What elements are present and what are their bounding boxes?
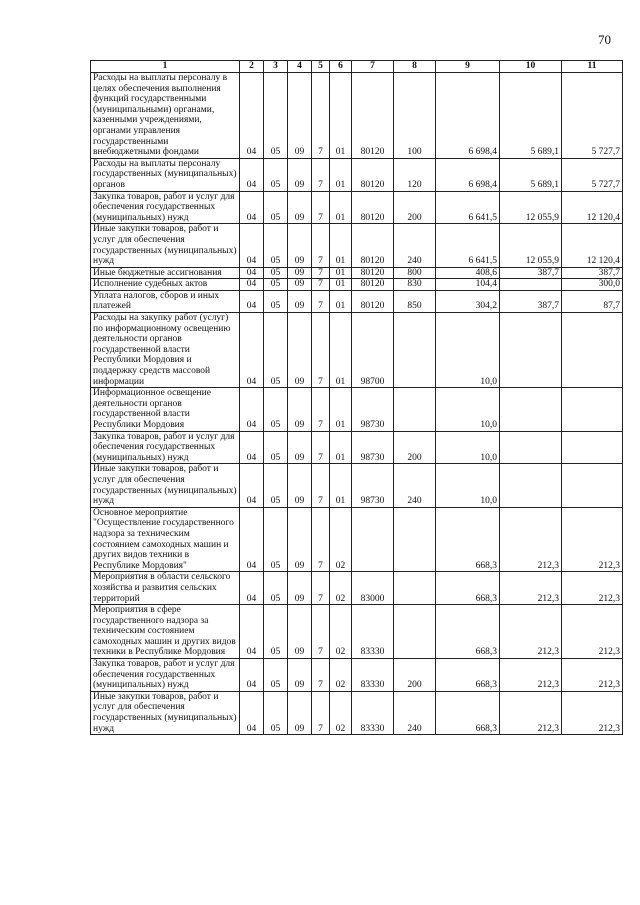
code-direction: 98730: [352, 388, 394, 431]
table-row: [91, 73, 623, 159]
code-subsection: 05: [264, 224, 288, 267]
amount-year-2: 5 689,1: [500, 73, 562, 159]
code-program: 09: [288, 388, 312, 431]
row-description: Исполнение судебных актов: [91, 279, 240, 291]
amount-year-1: 668,3: [436, 691, 500, 734]
table-row: [91, 313, 623, 388]
code-subsection: 05: [264, 507, 288, 572]
amount-year-1: 10,0: [436, 313, 500, 388]
code-direction: 83000: [352, 572, 394, 605]
code-activity: 01: [330, 313, 352, 388]
code-activity: 01: [330, 431, 352, 464]
amount-year-1: 104,4: [436, 279, 500, 291]
amount-year-3: 387,7: [562, 267, 623, 279]
code-subprogram: 7: [312, 605, 330, 659]
table-row: [91, 605, 623, 659]
amount-year-3: [562, 464, 623, 507]
code-subsection: 05: [264, 691, 288, 734]
code-program: 09: [288, 313, 312, 388]
row-description: Уплата налогов, сборов и иных платежей: [91, 290, 240, 312]
code-expense-type: 200: [394, 191, 436, 224]
amount-year-3: [562, 313, 623, 388]
code-direction: 83330: [352, 659, 394, 692]
amount-year-3: 87,7: [562, 290, 623, 312]
table-row: [91, 572, 623, 605]
code-section: 04: [240, 313, 264, 388]
code-activity: 01: [330, 464, 352, 507]
code-expense-type: 120: [394, 158, 436, 191]
column-header: 4: [288, 61, 312, 73]
column-header: 9: [436, 61, 500, 73]
code-activity: 01: [330, 267, 352, 279]
code-section: 04: [240, 507, 264, 572]
amount-year-1: 6 698,4: [436, 73, 500, 159]
amount-year-2: 12 055,9: [500, 191, 562, 224]
code-program: 09: [288, 659, 312, 692]
code-direction: 98730: [352, 464, 394, 507]
table-row: [91, 659, 623, 692]
code-subprogram: 7: [312, 313, 330, 388]
code-subprogram: 7: [312, 279, 330, 291]
amount-year-1: 408,6: [436, 267, 500, 279]
code-subsection: 05: [264, 267, 288, 279]
code-direction: 80120: [352, 279, 394, 291]
code-direction: 80120: [352, 73, 394, 159]
code-expense-type: 800: [394, 267, 436, 279]
code-subsection: 05: [264, 464, 288, 507]
code-subsection: 05: [264, 572, 288, 605]
code-subprogram: 7: [312, 572, 330, 605]
code-program: 09: [288, 691, 312, 734]
code-subprogram: 7: [312, 691, 330, 734]
code-subprogram: 7: [312, 507, 330, 572]
amount-year-2: 387,7: [500, 290, 562, 312]
code-subprogram: 7: [312, 158, 330, 191]
page-number: 70: [598, 32, 611, 47]
row-description: Закупка товаров, работ и услуг для обеспечения государственных (муниципальных) нужд: [91, 191, 240, 224]
amount-year-1: 668,3: [436, 659, 500, 692]
code-program: 09: [288, 73, 312, 159]
code-program: 09: [288, 191, 312, 224]
code-expense-type: [394, 605, 436, 659]
code-subprogram: 7: [312, 431, 330, 464]
code-expense-type: 240: [394, 691, 436, 734]
table-row: [91, 388, 623, 431]
code-activity: 01: [330, 279, 352, 291]
amount-year-1: 304,2: [436, 290, 500, 312]
amount-year-2: 212,3: [500, 659, 562, 692]
table-row: [91, 691, 623, 734]
code-subsection: 05: [264, 431, 288, 464]
amount-year-3: 212,3: [562, 507, 623, 572]
amount-year-2: 212,3: [500, 605, 562, 659]
code-program: 09: [288, 224, 312, 267]
amount-year-2: 5 689,1: [500, 158, 562, 191]
code-expense-type: 850: [394, 290, 436, 312]
code-subprogram: 7: [312, 73, 330, 159]
table-row: [91, 191, 623, 224]
code-program: 09: [288, 572, 312, 605]
amount-year-1: 6 641,5: [436, 224, 500, 267]
code-program: 09: [288, 605, 312, 659]
code-program: 09: [288, 267, 312, 279]
code-subprogram: 7: [312, 224, 330, 267]
code-direction: 80120: [352, 158, 394, 191]
column-header: 2: [240, 61, 264, 73]
code-section: 04: [240, 290, 264, 312]
amount-year-2: [500, 279, 562, 291]
row-description: Иные закупки товаров, работ и услуг для обеспечения государственных (муниципальных) нужд: [91, 464, 240, 507]
code-subsection: 05: [264, 659, 288, 692]
amount-year-3: 212,3: [562, 659, 623, 692]
code-subsection: 05: [264, 279, 288, 291]
row-description: Расходы на выплаты персоналу в целях обеспечения выполнения функций государственными (муниципальными) органами, казенными учреждениями, органами управления государственными внебюджетными фондами: [91, 73, 240, 159]
code-subprogram: 7: [312, 659, 330, 692]
code-subsection: 05: [264, 605, 288, 659]
code-section: 04: [240, 605, 264, 659]
row-description: Иные закупки товаров, работ и услуг для обеспечения государственных (муниципальных) нужд: [91, 691, 240, 734]
code-subsection: 05: [264, 73, 288, 159]
code-activity: 01: [330, 224, 352, 267]
amount-year-1: 10,0: [436, 431, 500, 464]
row-description: Расходы на закупку работ (услуг) по информационному освещению деятельности органов государственной власти Республики Мордовия и поддержку средств массовой информации: [91, 313, 240, 388]
code-section: 04: [240, 279, 264, 291]
row-description: Информационное освещение деятельности органов государственной власти Республики Мордовия: [91, 388, 240, 431]
code-direction: 83330: [352, 691, 394, 734]
row-description: Закупка товаров, работ и услуг для обеспечения государственных (муниципальных) нужд: [91, 659, 240, 692]
amount-year-3: 212,3: [562, 572, 623, 605]
amount-year-1: 6 698,4: [436, 158, 500, 191]
row-description: Закупка товаров, работ и услуг для обеспечения государственных (муниципальных) нужд: [91, 431, 240, 464]
code-expense-type: [394, 507, 436, 572]
column-header: 3: [264, 61, 288, 73]
code-section: 04: [240, 572, 264, 605]
code-section: 04: [240, 691, 264, 734]
code-activity: 01: [330, 73, 352, 159]
code-program: 09: [288, 507, 312, 572]
code-activity: 02: [330, 605, 352, 659]
code-section: 04: [240, 464, 264, 507]
amount-year-2: 212,3: [500, 572, 562, 605]
table-row: [91, 267, 623, 279]
code-activity: 02: [330, 507, 352, 572]
code-program: 09: [288, 464, 312, 507]
amount-year-2: [500, 431, 562, 464]
row-description: Основное мероприятие "Осуществление государственного надзора за техническим состоянием самоходных машин и других видов техники в Республике Мордовия": [91, 507, 240, 572]
amount-year-1: 10,0: [436, 464, 500, 507]
amount-year-3: [562, 388, 623, 431]
code-activity: 01: [330, 158, 352, 191]
table-row: [91, 507, 623, 572]
code-direction: 98730: [352, 431, 394, 464]
header-row: [91, 61, 623, 73]
code-section: 04: [240, 659, 264, 692]
amount-year-2: 387,7: [500, 267, 562, 279]
code-subsection: 05: [264, 191, 288, 224]
code-section: 04: [240, 388, 264, 431]
amount-year-3: 212,3: [562, 691, 623, 734]
table-body: [91, 73, 623, 735]
code-subprogram: 7: [312, 191, 330, 224]
row-description: Иные бюджетные ассигнования: [91, 267, 240, 279]
column-header: 6: [330, 61, 352, 73]
column-header: 1: [91, 61, 240, 73]
code-section: 04: [240, 431, 264, 464]
code-subsection: 05: [264, 388, 288, 431]
code-activity: 01: [330, 191, 352, 224]
table-row: [91, 290, 623, 312]
amount-year-2: [500, 313, 562, 388]
code-direction: 80120: [352, 191, 394, 224]
budget-table: [90, 60, 623, 735]
code-section: 04: [240, 158, 264, 191]
code-section: 04: [240, 267, 264, 279]
column-header: 8: [394, 61, 436, 73]
amount-year-3: 12 120,4: [562, 191, 623, 224]
code-subprogram: 7: [312, 290, 330, 312]
code-expense-type: [394, 572, 436, 605]
column-header: 7: [352, 61, 394, 73]
amount-year-2: [500, 464, 562, 507]
row-description: Мероприятия в сфере государственного надзора за техническим состоянием самоходных машин и других видов техники в Республике Мордовия: [91, 605, 240, 659]
code-direction: 80120: [352, 290, 394, 312]
amount-year-1: 6 641,5: [436, 191, 500, 224]
code-expense-type: [394, 388, 436, 431]
amount-year-1: 668,3: [436, 605, 500, 659]
amount-year-3: [562, 431, 623, 464]
code-program: 09: [288, 158, 312, 191]
amount-year-3: 5 727,7: [562, 73, 623, 159]
code-direction: 80120: [352, 267, 394, 279]
code-expense-type: 100: [394, 73, 436, 159]
table-row: [91, 431, 623, 464]
code-activity: 02: [330, 691, 352, 734]
code-expense-type: 240: [394, 224, 436, 267]
amount-year-1: 668,3: [436, 572, 500, 605]
code-expense-type: 240: [394, 464, 436, 507]
code-activity: 01: [330, 388, 352, 431]
code-program: 09: [288, 290, 312, 312]
code-subsection: 05: [264, 313, 288, 388]
amount-year-2: 212,3: [500, 691, 562, 734]
code-subprogram: 7: [312, 464, 330, 507]
amount-year-3: 12 120,4: [562, 224, 623, 267]
code-subsection: 05: [264, 290, 288, 312]
table-row: [91, 158, 623, 191]
row-description: Расходы на выплаты персоналу государственных (муниципальных) органов: [91, 158, 240, 191]
code-section: 04: [240, 224, 264, 267]
row-description: Иные закупки товаров, работ и услуг для обеспечения государственных (муниципальных) нужд: [91, 224, 240, 267]
table-row: [91, 279, 623, 291]
code-program: 09: [288, 279, 312, 291]
column-header: 10: [500, 61, 562, 73]
code-program: 09: [288, 431, 312, 464]
amount-year-2: [500, 388, 562, 431]
code-subsection: 05: [264, 158, 288, 191]
amount-year-3: 212,3: [562, 605, 623, 659]
code-expense-type: 200: [394, 659, 436, 692]
code-subprogram: 7: [312, 267, 330, 279]
amount-year-1: 668,3: [436, 507, 500, 572]
table-row: [91, 224, 623, 267]
code-direction: 80120: [352, 224, 394, 267]
amount-year-2: 212,3: [500, 507, 562, 572]
amount-year-3: 300,0: [562, 279, 623, 291]
column-header: 11: [562, 61, 623, 73]
amount-year-1: 10,0: [436, 388, 500, 431]
column-header: 5: [312, 61, 330, 73]
code-expense-type: [394, 313, 436, 388]
code-expense-type: 830: [394, 279, 436, 291]
code-section: 04: [240, 191, 264, 224]
code-section: 04: [240, 73, 264, 159]
code-activity: 02: [330, 572, 352, 605]
table-row: [91, 464, 623, 507]
code-activity: 02: [330, 659, 352, 692]
code-direction: 83330: [352, 605, 394, 659]
amount-year-3: 5 727,7: [562, 158, 623, 191]
code-activity: 01: [330, 290, 352, 312]
row-description: Мероприятия в области сельского хозяйства и развития сельских территорий: [91, 572, 240, 605]
code-direction: 98700: [352, 313, 394, 388]
code-direction: [352, 507, 394, 572]
amount-year-2: 12 055,9: [500, 224, 562, 267]
code-subprogram: 7: [312, 388, 330, 431]
code-expense-type: 200: [394, 431, 436, 464]
